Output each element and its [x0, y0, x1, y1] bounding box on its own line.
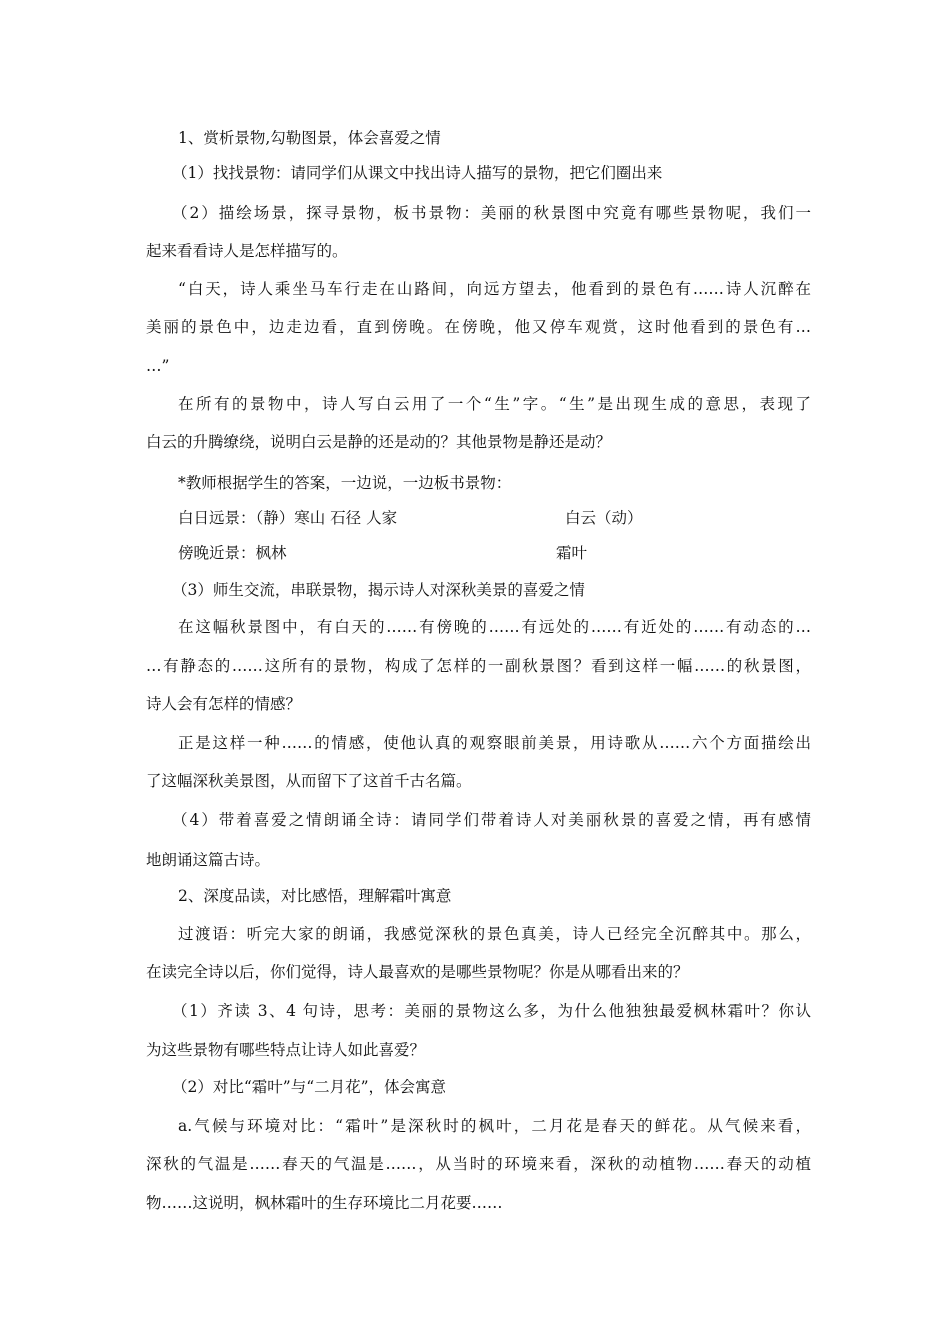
- step-1-find-scenery: （1）找找景物：请同学们从课文中找出诗人描写的景物，把它们圈出来: [172, 164, 663, 182]
- board-evening-frost-leaves: 霜叶: [556, 544, 588, 562]
- paragraph-line: 深秋的气温是……春天的气温是……，从当时的环境来看，深秋的动植物……春天的动植: [146, 1155, 811, 1173]
- paragraph-line: 诗人会有怎样的情感？: [146, 695, 302, 713]
- step-2-compare: （2）对比“霜叶”与“二月花”，体会寓意: [172, 1078, 447, 1096]
- paragraph-line: 在读完全诗以后，你们觉得，诗人最喜欢的是哪些景物呢？你是从哪看出来的？: [146, 963, 689, 981]
- step-2-describe-scenes: （2）描绘场景，探寻景物，板书景物：美丽的秋景图中究竟有哪些景物呢，我们一: [172, 204, 811, 222]
- teacher-note: *教师根据学生的答案，一边说，一边板书景物：: [178, 474, 512, 492]
- paragraph-line: 白云的升腾缭绕，说明白云是静的还是动的？其他景物是静还是动？: [146, 433, 612, 451]
- step-1-read-aloud: （1）齐读 3、4 句诗，思考：美丽的景物这么多，为什么他独独最爱枫林霜叶？你认: [172, 1002, 811, 1020]
- paragraph-line: 为这些景物有哪些特点让诗人如此喜爱？: [146, 1041, 426, 1059]
- step-4-recite: （4）带着喜爱之情朗诵全诗：请同学们带着诗人对美丽秋景的喜爱之情，再有感情: [172, 811, 811, 829]
- step-3-exchange: （3）师生交流，串联景物，揭示诗人对深秋美景的喜爱之情: [172, 581, 585, 599]
- board-daytime-moving: 白云（动）: [565, 509, 643, 527]
- board-daytime-scenery: 白日远景：（静）寒山 石径 人家: [178, 509, 398, 527]
- paragraph-line: …有静态的……这所有的景物，构成了怎样的一副秋景图？看到这样一幅……的秋景图，: [146, 657, 811, 675]
- paragraph-line: 起来看看诗人是怎样描写的。: [146, 242, 348, 260]
- paragraph-line: a.气候与环境对比：“霜叶”是深秋时的枫叶，二月花是春天的鲜花。从气候来看，: [178, 1117, 811, 1135]
- section-heading-1: 1、赏析景物,勾勒图景，体会喜爱之情: [178, 129, 441, 147]
- paragraph-line: 了这幅深秋美景图，从而留下了这首千古名篇。: [146, 772, 472, 790]
- paragraph-line: 美丽的景色中，边走边看，直到傍晚。在傍晚，他又停车观赏，这时他看到的景色有…: [146, 318, 811, 336]
- paragraph-line: …”: [146, 357, 170, 375]
- board-evening-scenery: 傍晚近景：枫林: [178, 544, 287, 562]
- paragraph-line: 过渡语：听完大家的朗诵，我感觉深秋的景色真美，诗人已经完全沉醉其中。那么，: [178, 925, 811, 943]
- paragraph-line: 物……这说明，枫林霜叶的生存环境比二月花要……: [146, 1194, 503, 1212]
- paragraph-line: 在所有的景物中，诗人写白云用了一个“生”字。“生”是出现生成的意思，表现了: [178, 395, 811, 413]
- paragraph-line: “白天，诗人乘坐马车行走在山路间，向远方望去，他看到的景色有……诗人沉醉在: [178, 280, 811, 298]
- paragraph-line: 正是这样一种……的情感，使他认真的观察眼前美景，用诗歌从……六个方面描绘出: [178, 734, 811, 752]
- paragraph-line: 地朗诵这篇古诗。: [146, 851, 271, 869]
- section-heading-2: 2、深度品读，对比感悟，理解霜叶寓意: [178, 887, 452, 905]
- paragraph-line: 在这幅秋景图中，有白天的……有傍晚的……有远处的……有近处的……有动态的…: [178, 618, 811, 636]
